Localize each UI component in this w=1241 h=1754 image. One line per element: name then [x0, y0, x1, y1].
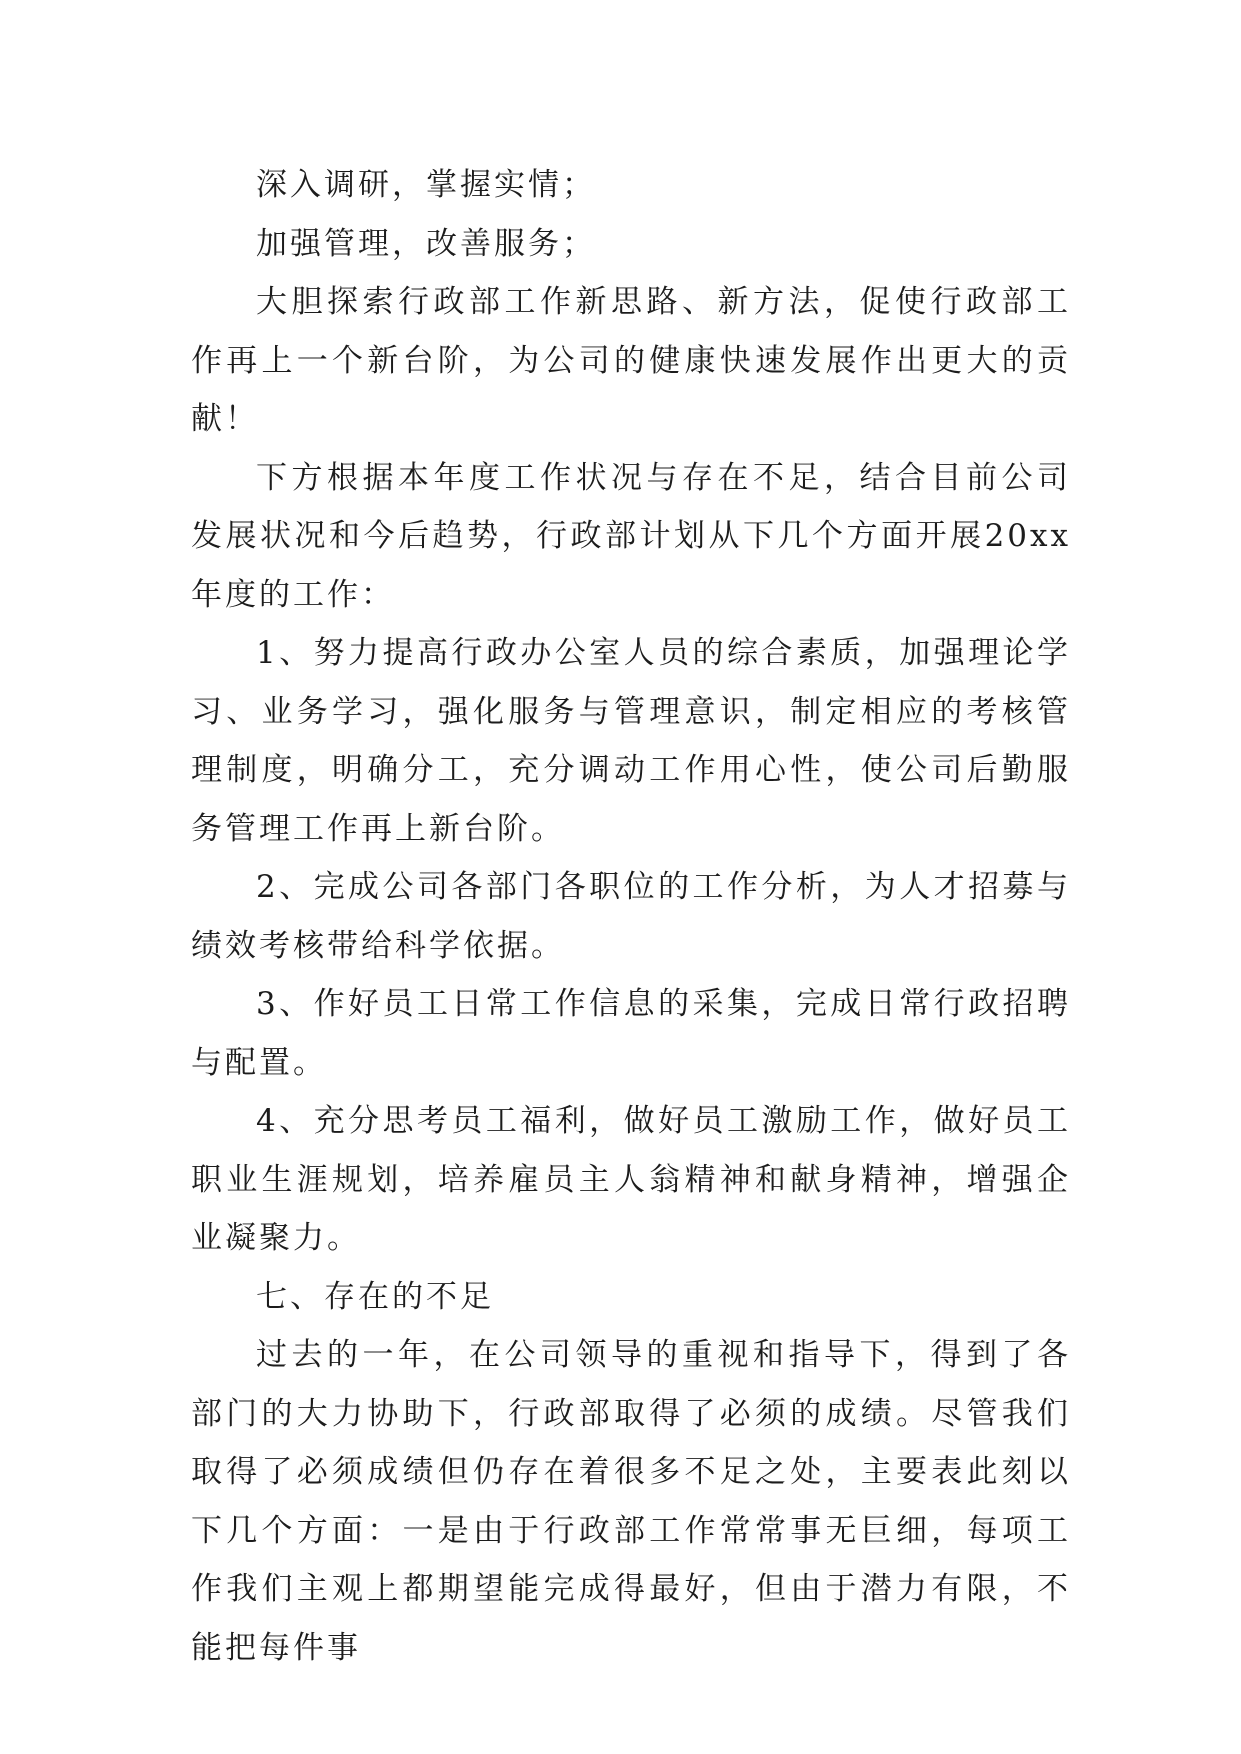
- document-body: [191, 156, 1071, 1677]
- paragraph: 1、努力提高行政办公室人员的综合素质，加强理论学习、业务学习，强化服务与管理意识，制定相应的考核管理制度，明确分工，充分调动工作用心性，使公司后勤服务管理工作再上新台阶。: [191, 635, 1071, 847]
- paragraph: 加强管理，改善服务；: [256, 225, 596, 262]
- paragraph: 深入调研，掌握实情；: [256, 167, 596, 203]
- section-heading: 七、存在的不足: [256, 1278, 494, 1315]
- paragraph: 下方根据本年度工作状况与存在不足，结合目前公司发展状况和今后趋势，行政部计划从下几个方面开展20xx年度的工作：: [191, 459, 1071, 613]
- paragraph: 2、完成公司各部门各职位的工作分析，为人才招募与绩效考核带给科学依据。: [191, 869, 1071, 964]
- paragraph: 4、充分思考员工福利，做好员工激励工作，做好员工职业生涯规划，培养雇员主人翁精神和献身精神，增强企业凝聚力。: [191, 1103, 1071, 1256]
- paragraph: 3、作好员工日常工作信息的采集，完成日常行政招聘与配置。: [191, 986, 1071, 1081]
- paragraph: 大胆探索行政部工作新思路、新方法，促使行政部工作再上一个新台阶，为公司的健康快速发展作出更大的贡献！: [191, 284, 1071, 437]
- paragraph: 过去的一年，在公司领导的重视和指导下，得到了各部门的大力协助下，行政部取得了必须的成绩。尽管我们取得了必须成绩但仍存在着很多不足之处，主要表此刻以下几个方面：一是由于行政部工作常常事无巨细，每项工作我们主观上都期望能完成得最好，但由于潜力有限，不能把每件事: [191, 1337, 1071, 1666]
